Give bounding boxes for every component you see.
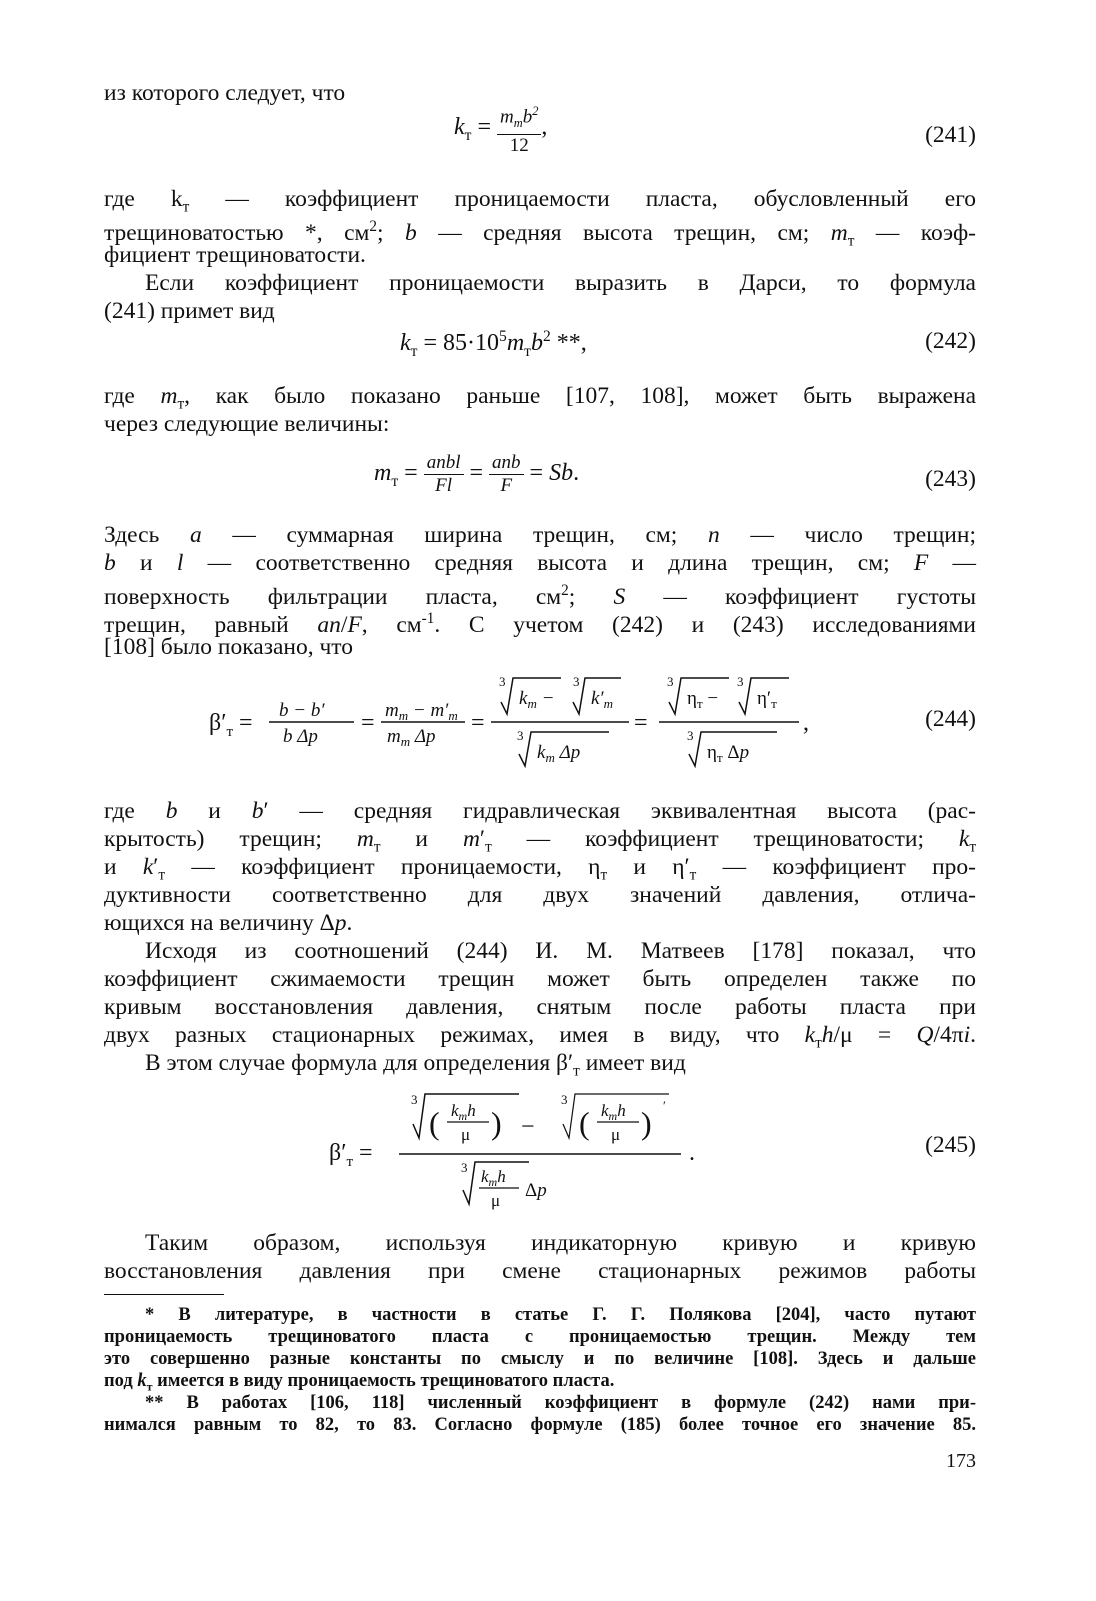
equation-number-243: (243) [925,466,976,492]
svg-text:Δp: Δp [525,1180,547,1201]
text-line: трещин, равный an/F, $см^{-1}$. С учетом (242) и (243) исследованиями [104,610,976,638]
svg-text:3: 3 [667,674,674,689]
svg-text:b Δp: b Δp [283,726,318,747]
svg-text:η′т: $\eta'_т$ [757,688,777,711]
text-line: В этом случае формула для определения $\beta'_т$ имеет вид [145,1050,686,1080]
svg-text:=: = [361,710,375,736]
text-line: двух разных стационарных режимах, имея в виду, что $k_тh/\mu = Q/4\pi i$. [104,1022,976,1052]
text-line: из которого следует, что [104,80,346,106]
text-line: где b и b′ — средняя гидравлическая эквивалентная высота (рас- [104,798,976,824]
footnote-line: под $k_т$ имеется в виду проницаемость трещиноватого пласта. [104,1371,615,1394]
equation-number-242: (242) [925,328,976,354]
svg-text:3: 3 [561,1092,568,1107]
svg-text:=: = [471,710,485,736]
footnote-line: ** В работах [106, 118] численный коэффициент в формуле (242) нами при- [145,1393,976,1413]
svg-text:k′т: $k'_т$ [591,688,613,711]
text-line: ющихся на величину Δp. [104,910,353,936]
text-line: Если коэффициент проницаемости выразить в Дарси, то формула [145,270,976,296]
svg-text:3: 3 [461,1160,468,1175]
svg-text:ηт Δp: $\eta_т$ Δp [707,742,750,765]
svg-text:kт −: $k_т$ − [519,688,555,711]
footnote-rule [104,1294,224,1295]
svg-text:.: . [689,1140,695,1166]
svg-text:3: 3 [737,674,744,689]
text-line: где $m_т$, как было показано раньше [107, 108], может быть выражена [104,383,977,413]
svg-text:−: − [521,1114,535,1140]
svg-text:): ) [641,1105,652,1141]
svg-text:kтh: $k_тh$ [601,1101,626,1123]
footnote-line: нимался равным то 82, то 83. Согласно формуле (185) более точное его значение 85. [104,1415,976,1435]
svg-text:3: 3 [411,1092,418,1107]
text-line: и $k'_т$ — коэффициент проницаемости, $\eta_т$ и $\eta'_т$ — коэффициент про- [104,854,977,884]
text-line: коэффициент сжимаемости трещин может быть определен также по [104,966,976,992]
text-line: трещиноватостью *, $см^2$; b — средняя высота трещин, см; $m_т$ — коэф- [104,218,977,250]
text-line: Таким образом, используя индикаторную кривую и кривую [145,1230,976,1256]
svg-text:kтh: $k_тh$ [451,1101,476,1123]
svg-text:kт Δp: $k_т$ Δp [537,742,581,765]
svg-text:b − b′: b − b′ [279,700,325,721]
svg-text:3: 3 [499,674,506,689]
equation-245 [329,1088,809,1218]
svg-text:kтh: $k_тh$ [481,1167,506,1189]
equation-244 [209,670,909,780]
svg-text:ηт −: $\eta_т$ − [687,688,719,711]
page-number: 173 [946,1450,976,1472]
svg-text:μ: μ [461,1125,471,1144]
svg-text:μ: μ [491,1191,501,1210]
text-line: Исходя из соотношений (244) И. М. Матвеев [178] показал, что [145,938,976,964]
text-line: дуктивности соответственно для двух значений давления, отлича- [104,882,976,908]
svg-text:=: = [634,710,648,736]
svg-text:(: ( [579,1105,590,1141]
text-line: (241) примет вид [104,298,275,324]
svg-text:′: ′ [663,1098,666,1113]
text-line: [108] было показано, что [104,634,354,660]
text-line: восстановления давления при смене стационарных режимов работы [104,1258,976,1284]
equation-241: $k_т$ = $\frac{m_тb^2}{12}$ , [454,104,548,157]
svg-text:μ: μ [611,1125,621,1144]
svg-text:3: 3 [687,728,694,743]
footnote-line: * В литературе, в частности в статье Г. Г. Полякова [204], часто путают [145,1305,976,1325]
text-line: крытость) трещин; $m_т$ и $m'_т$ — коэффициент трещиноватости; $k_т$ [104,826,976,856]
text-line: где $k_т$ — коэффициент проницаемости пласта, обусловленный его [104,186,976,216]
svg-text:β′т =: $\beta'_т$ = [329,1140,373,1170]
text-line: Здесь a — суммарная ширина трещин, см; n — число трещин; [104,522,976,548]
footnote-line: это совершенно разные константы по смыслу и по величине [108]. Здесь и дальше [104,1349,976,1369]
svg-text:3: 3 [573,674,580,689]
svg-text:mт − m′т: $m_т - m'_т$ [385,700,458,723]
svg-text:3: 3 [517,728,524,743]
text-line: фициент трещиноватости. [104,242,366,268]
equation-243: $m_т$ = $\frac{\text{anbl}}{Fl}$ = $\frac{\text{anb}}{F}$ = Sb. [374,452,580,496]
equation-number-245: (245) [925,1132,976,1158]
svg-text:mт Δp: $m_т$ Δp [387,726,436,749]
text-line: поверхность фильтрации пласта, $см^2$; S — коэффициент густоты [104,582,976,610]
equation-number-241: (241) [925,122,976,148]
text-line: b и l — соответственно средняя высота и длина трещин, см; F — [104,550,977,576]
equation-number-244: (244) [925,706,976,732]
equation-242: $k_т = 85\cdot 10^5m_тb^2$ **, [400,328,587,360]
svg-text:,: , [803,710,809,736]
svg-text:(: ( [429,1105,440,1141]
svg-text:): ) [491,1105,502,1141]
text-line: через следующие величины: [104,411,390,437]
text-line: кривым восстановления давления, снятым после работы пласта при [104,994,976,1020]
svg-text:β′т =: $\beta'_т$ = [209,710,253,740]
footnote-line: проницаемость трещиноватого пласта с проницаемостью трещин. Между тем [104,1327,976,1347]
